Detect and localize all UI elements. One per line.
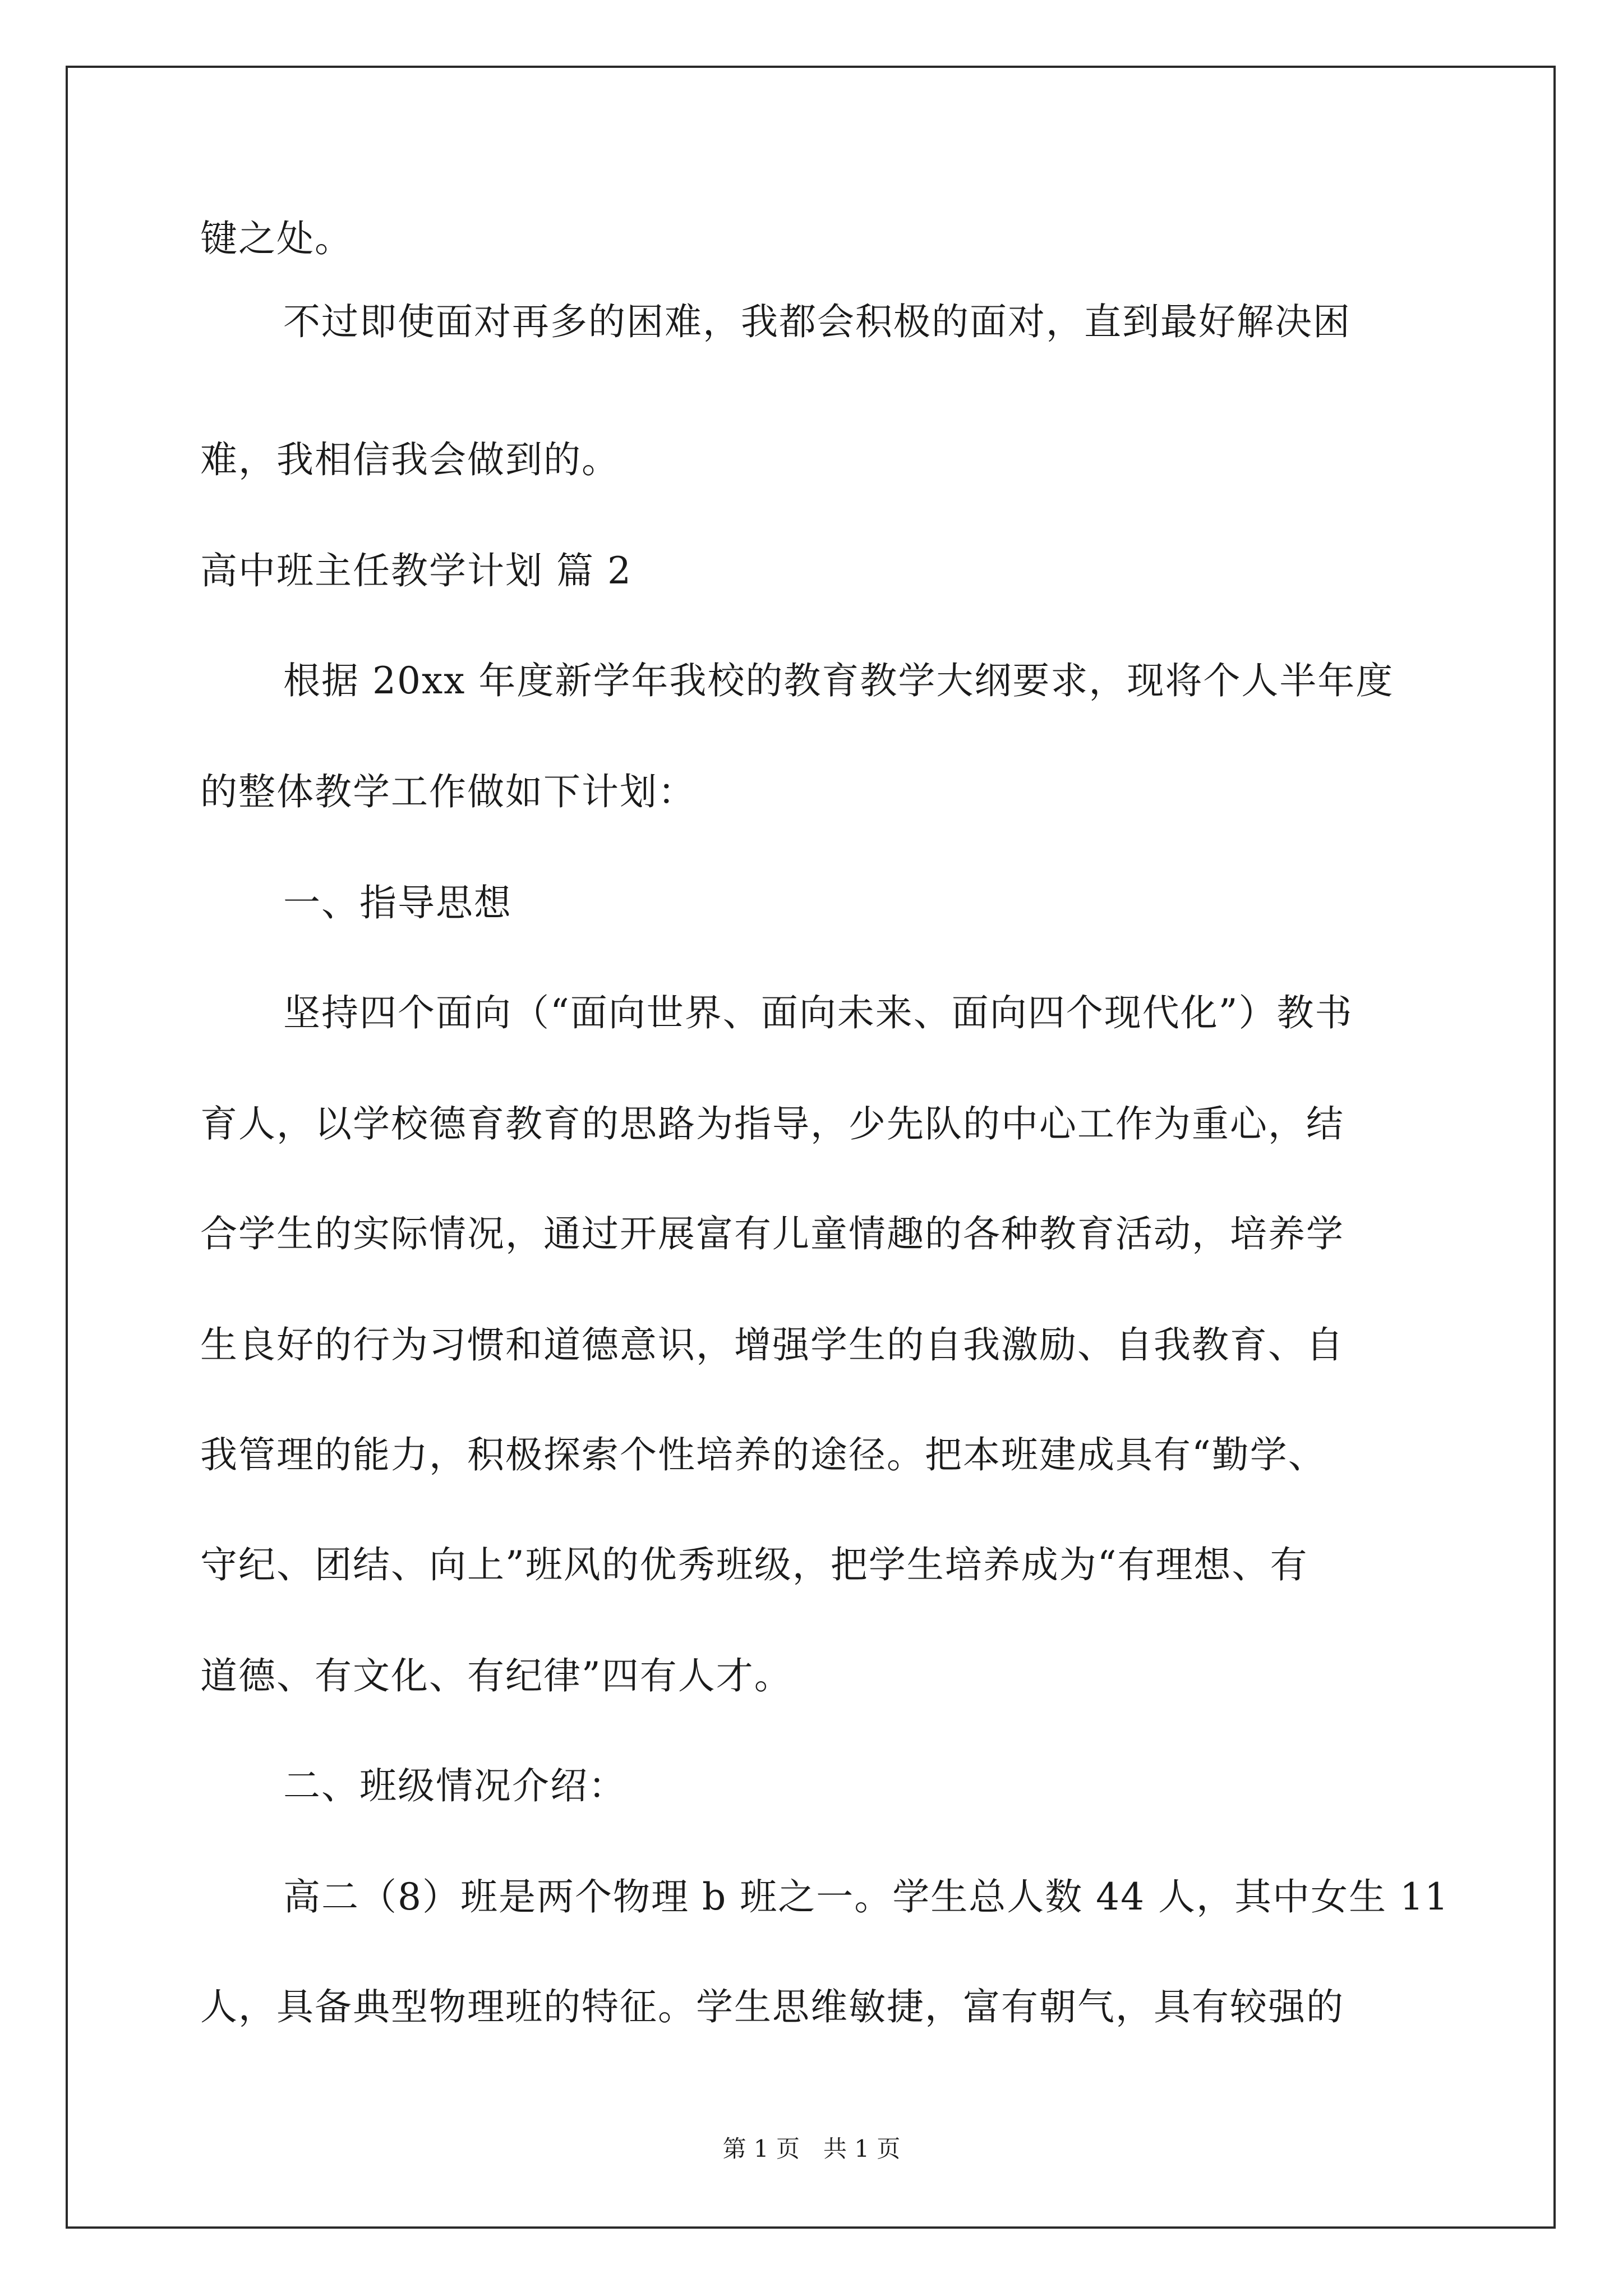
body-line: 高二（8）班是两个物理 b 班之一。学生总人数 44 人，其中女生 11 [283,1875,1450,1918]
body-line: 坚持四个面向（“面向世界、面向未来、面向四个现代化”）教书 [283,991,1353,1034]
body-line: 生良好的行为习惯和道德意识，增强学生的自我激励、自我教育、自 [200,1323,1344,1366]
body-line: 键之处。 [200,217,353,260]
subheading: 二、班级情况介绍： [283,1764,626,1807]
page-footer: 第 1 页 共 1 页 [722,2135,901,2162]
body-line: 我管理的能力，积极探索个性培养的途径。把本班建成具有“勤学、 [200,1433,1326,1476]
body-line: 守纪、团结、向上”班风的优秀班级，把学生培养成为“有理想、有 [200,1543,1308,1586]
section-heading: 高中班主任教学计划 篇 2 [200,549,632,592]
body-line: 合学生的实际情况，通过开展富有儿童情趣的各种教育活动，培养学 [200,1212,1344,1255]
subheading: 一、指导思想 [283,881,512,924]
body-line: 人，具备典型物理班的特征。学生思维敏捷，富有朝气，具有较强的 [200,1985,1344,2028]
body-line: 育人，以学校德育教育的思路为指导，少先队的中心工作为重心，结 [200,1102,1344,1145]
body-line: 难，我相信我会做到的。 [200,438,620,481]
body-line: 不过即使面对再多的困难，我都会积极的面对，直到最好解决困 [283,300,1351,343]
body-line: 的整体教学工作做如下计划： [200,770,696,813]
body-line: 道德、有文化、有纪律”四有人才。 [200,1654,792,1697]
body-line: 根据 20xx 年度新学年我校的教育教学大纲要求，现将个人半年度 [283,659,1394,702]
